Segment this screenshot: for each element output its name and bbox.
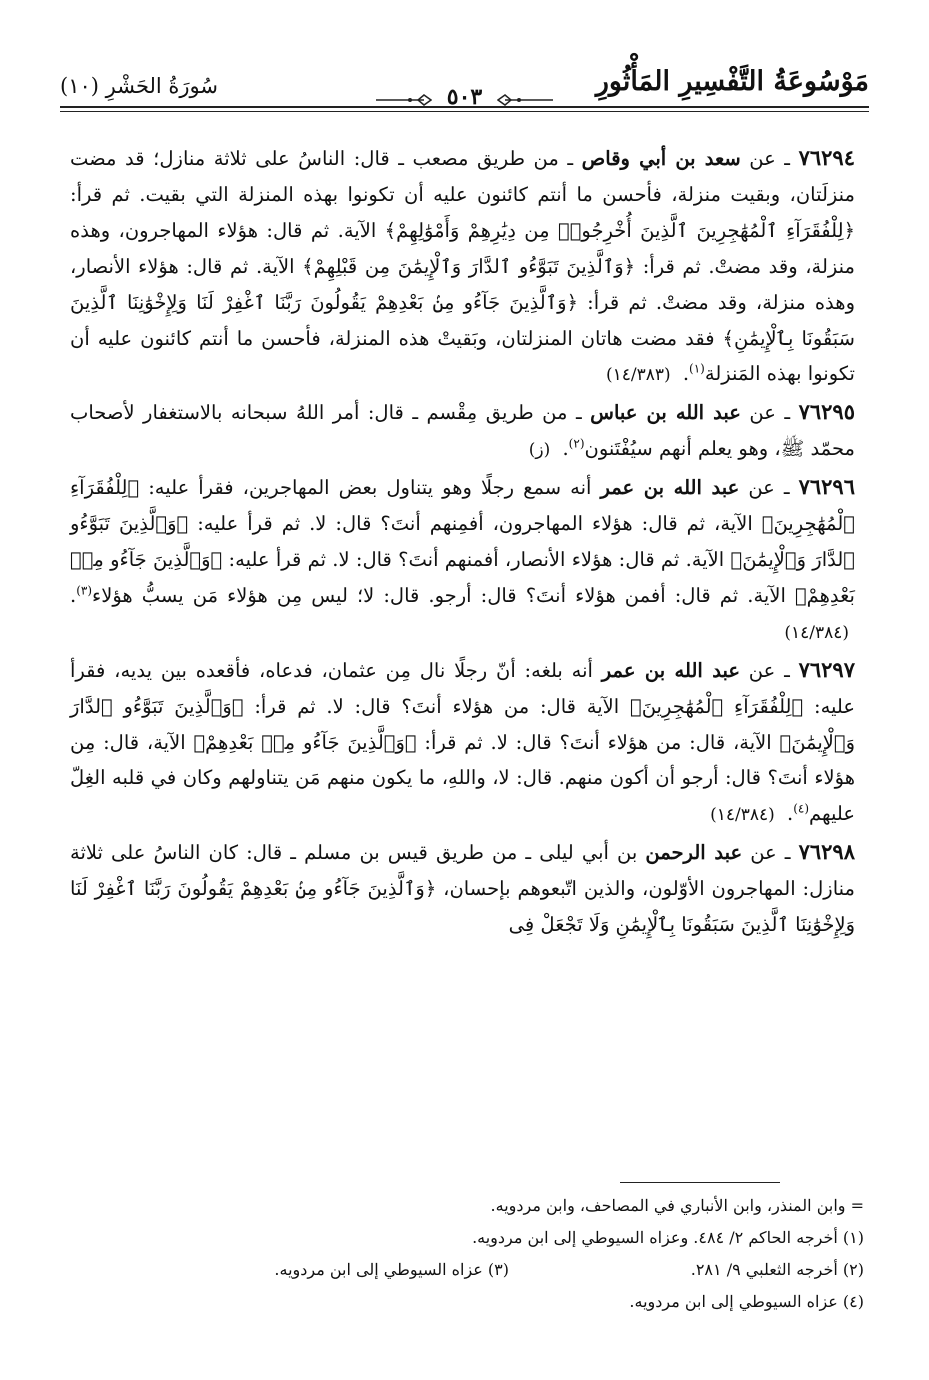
entry-number: ٧٦٢٩٤ bbox=[798, 145, 855, 170]
volume-reference: (ز) bbox=[528, 440, 551, 461]
entry-text: . bbox=[676, 362, 690, 386]
entry-text: الآية، قال: من هؤلاء أنتَ؟ قال: لا. ثم قرأ: bbox=[416, 730, 780, 754]
entry-text: أنه سمع رجلًا وهو يتناول بعض المهاجرين، فقرأ عليه: bbox=[139, 476, 601, 500]
entry-text: . bbox=[780, 802, 794, 826]
quran-quote: ﴿وَٱلَّذِينَ جَآءُو مِنۢ بَعْدِهِمْ﴾ bbox=[193, 730, 417, 754]
ornament-right-icon bbox=[497, 93, 555, 107]
volume-reference: (١٤/٣٨٤) bbox=[784, 622, 849, 643]
entry-text: أنه بلغه: أنّ رجلًا نال مِن عثمان، فدعاه، فأقعده بين يديه، فقرأ عليه: bbox=[70, 658, 855, 718]
entry-number: ٧٦٢٩٧ bbox=[798, 656, 855, 682]
footnote-row bbox=[70, 1254, 864, 1286]
header-rule-thin bbox=[60, 111, 869, 112]
footnotes bbox=[70, 1190, 864, 1318]
quran-quote: ﴿وَٱلَّذِينَ تَبَوَّءُو ٱلدَّارَ وَٱلْإِيمَٰنَ مِن قَبْلِهِمْ﴾ bbox=[302, 254, 636, 278]
quran-quote: ﴿وَٱلَّذِينَ جَآءُو مِنۢ بَعْدِهِمْ يَقُولُونَ رَبَّنَا ٱغْفِرْ لَنَا وَلِإِخْوَٰنِنَا ٱلَّذِينَ سَبَقُونَا بِٱلْإِيمَٰنِ وَلَا تَجْعَلْ فِى bbox=[70, 877, 855, 937]
entry-text: الآية، ثم قال: هؤلاء المهاجرون، أفمِنهم أنتَ؟ قال: لا. ثم قرأ عليه: bbox=[188, 512, 762, 536]
footnote-3: (٣) عزاه السيوطي إلى ابن مردويه. bbox=[274, 1260, 509, 1279]
entry-text: ـ عن bbox=[740, 401, 799, 425]
footnote-4: (٤) عزاه السيوطي إلى ابن مردويه. bbox=[629, 1292, 864, 1311]
volume-reference: (١٤/٣٨٣) bbox=[605, 365, 671, 386]
entry-number: ٧٦٢٩٦ bbox=[798, 474, 855, 500]
surah-title: سُورَةُ الحَشْرِ (١٠) bbox=[60, 74, 219, 98]
entry-text: بن أبي ليلى ـ من طريق قيس بن مسلم ـ قال: كان الناسُ على ثلاثة منازل: المهاجرون الأوّلون، والذين اتّبعوهم بإحسان، bbox=[70, 841, 855, 901]
entry-text: الآية. ثم قال: هؤلاء الأنصار، وهذه منزلة، وقد مضتْ. ثم قرأ: bbox=[70, 254, 855, 314]
entry-text: الآية قال: من هؤلاء أنتَ؟ قال: لا. ثم قرأ: bbox=[243, 694, 630, 718]
entry-text: . bbox=[556, 437, 569, 461]
ornament-left-icon bbox=[374, 93, 432, 107]
footnote-separator bbox=[620, 1182, 780, 1183]
narrator-name: سعد بن أبي وقاص bbox=[581, 147, 741, 170]
volume-reference: (١٤/٣٨٤) bbox=[710, 805, 775, 826]
entry-text: ـ من طريق مصعب ـ قال: الناسُ على ثلاثة منازل؛ قد مضت منزلَتان، وبقيت منزلة، فأحسن ما أنتم كائنون عليه أن تكونوا بهذه المنزلة التي بقيت. ثم قرأ: bbox=[70, 147, 855, 206]
quran-quote: ﴿لِلْفُقَرَآءِ ٱلْمُهَٰجِرِينَ﴾ bbox=[70, 476, 855, 536]
entry-text: الآية، قال: مِن هؤلاء أنتَ؟ قال: أرجو أن أكون منهم. قال: لا، واللهِ، ما يكون منهم مَن يتناولهم وكان في قلبه الغِلّ عليهم bbox=[70, 730, 855, 826]
entry-76295 bbox=[70, 394, 855, 469]
footnote-1: (١) أخرجه الحاكم ٢/ ٤٨٤. وعزاه السيوطي إلى ابن مردويه. bbox=[472, 1228, 864, 1247]
quran-quote: ﴿وَٱلَّذِينَ تَبَوَّءُو ٱلدَّارَ وَٱلْإِيمَٰنَ﴾ bbox=[70, 512, 855, 571]
footnote-marker: (١) bbox=[689, 361, 705, 376]
entry-text: ـ عن bbox=[739, 476, 799, 500]
entry-text: ـ عن bbox=[742, 841, 799, 865]
quran-quote: ﴿لِلْفُقَرَآءِ ٱلْمُهَٰجِرِينَ﴾ bbox=[630, 694, 804, 718]
narrator-name: عبد الله بن عمر bbox=[601, 658, 740, 682]
entry-76298 bbox=[70, 834, 855, 943]
entry-text: ـ عن bbox=[740, 147, 799, 170]
book-title: مَوْسُوعَةُ التَّفْسِيرِ المَأْثُورِ bbox=[595, 66, 869, 97]
entry-text: الآية. ثم قال: هؤلاء المهاجرون، وهذه منزلة، وقد مضتْ. ثم قرأ: bbox=[70, 218, 855, 278]
header-rule bbox=[60, 106, 869, 108]
page-number: ٥٠٣ bbox=[446, 84, 483, 110]
quran-quote: ﴿لِلْفُقَرَآءِ ٱلْمُهَٰجِرِينَ ٱلَّذِينَ أُخْرِجُوا۟ مِن دِيَٰرِهِمْ وَأَمْوَٰلِهِمْ﴾ bbox=[384, 218, 855, 242]
footnote-2: (٢) أخرجه الثعلبي ٩/ ٢٨١. bbox=[690, 1260, 864, 1279]
entry-76294 bbox=[70, 140, 855, 394]
entry-76297 bbox=[70, 652, 855, 835]
quran-quote: ﴿وَٱلَّذِينَ جَآءُو مِنۢ بَعْدِهِمْ يَقُولُونَ رَبَّنَا ٱغْفِرْ لَنَا وَلِإِخْوَٰنِنَا ٱلَّذِينَ سَبَقُونَا بِٱلْإِيمَٰنِ﴾ bbox=[70, 290, 855, 350]
entry-text: ـ عن bbox=[739, 658, 799, 682]
entry-text: . bbox=[70, 583, 77, 607]
page-header bbox=[60, 62, 869, 122]
entry-number: ٧٦٢٩٨ bbox=[798, 839, 855, 865]
quran-quote: ﴿وَٱلَّذِينَ جَآءُو مِنۢ بَعْدِهِمْ﴾ bbox=[70, 547, 855, 607]
footnote-continuation: = وابن المنذر، وابن الأنباري في المصاحف، وابن مردويه. bbox=[490, 1196, 864, 1215]
entry-text: فقد مضت هاتان المنزلتان، وبَقيتْ هذه المنزلة، فأحسن ما أنتم كائنون عليه أن تكونوا بهذه المَنزلة bbox=[70, 326, 855, 386]
entry-text: الآية. ثم قال: هؤلاء الأنصار، أفمنهم أنتَ؟ قال: لا. ثم قرأ عليه: bbox=[222, 547, 731, 571]
entry-number: ٧٦٢٩٥ bbox=[798, 399, 855, 425]
footnote-marker: (٤) bbox=[793, 801, 810, 816]
quran-quote: ﴿وَٱلَّذِينَ تَبَوَّءُو ٱلدَّارَ وَٱلْإِيمَٰنَ﴾ bbox=[70, 694, 855, 754]
entry-text: ـ من طريق مِقْسم ـ قال: أمر اللهُ سبحانه بالاستغفار لأصحاب محمّد ﷺ، وهو يعلم أنهم سيُفْتَنون bbox=[70, 401, 855, 461]
narrator-name: عبد الرحمن bbox=[645, 841, 743, 865]
entry-text: الآية. ثم قال: أفمن هؤلاء أنتَ؟ قال: أرجو. قال: لا؛ ليس مِن هؤلاء مَن يسبُّ هؤلاء bbox=[92, 583, 795, 607]
entry-76296 bbox=[70, 469, 855, 652]
narrator-name: عبد الله بن عمر bbox=[600, 476, 740, 500]
footnote-marker: (٢) bbox=[568, 436, 585, 451]
page-body bbox=[70, 140, 855, 943]
narrator-name: عبد الله بن عباس bbox=[590, 401, 741, 425]
footnote-marker: (٣) bbox=[76, 583, 93, 598]
